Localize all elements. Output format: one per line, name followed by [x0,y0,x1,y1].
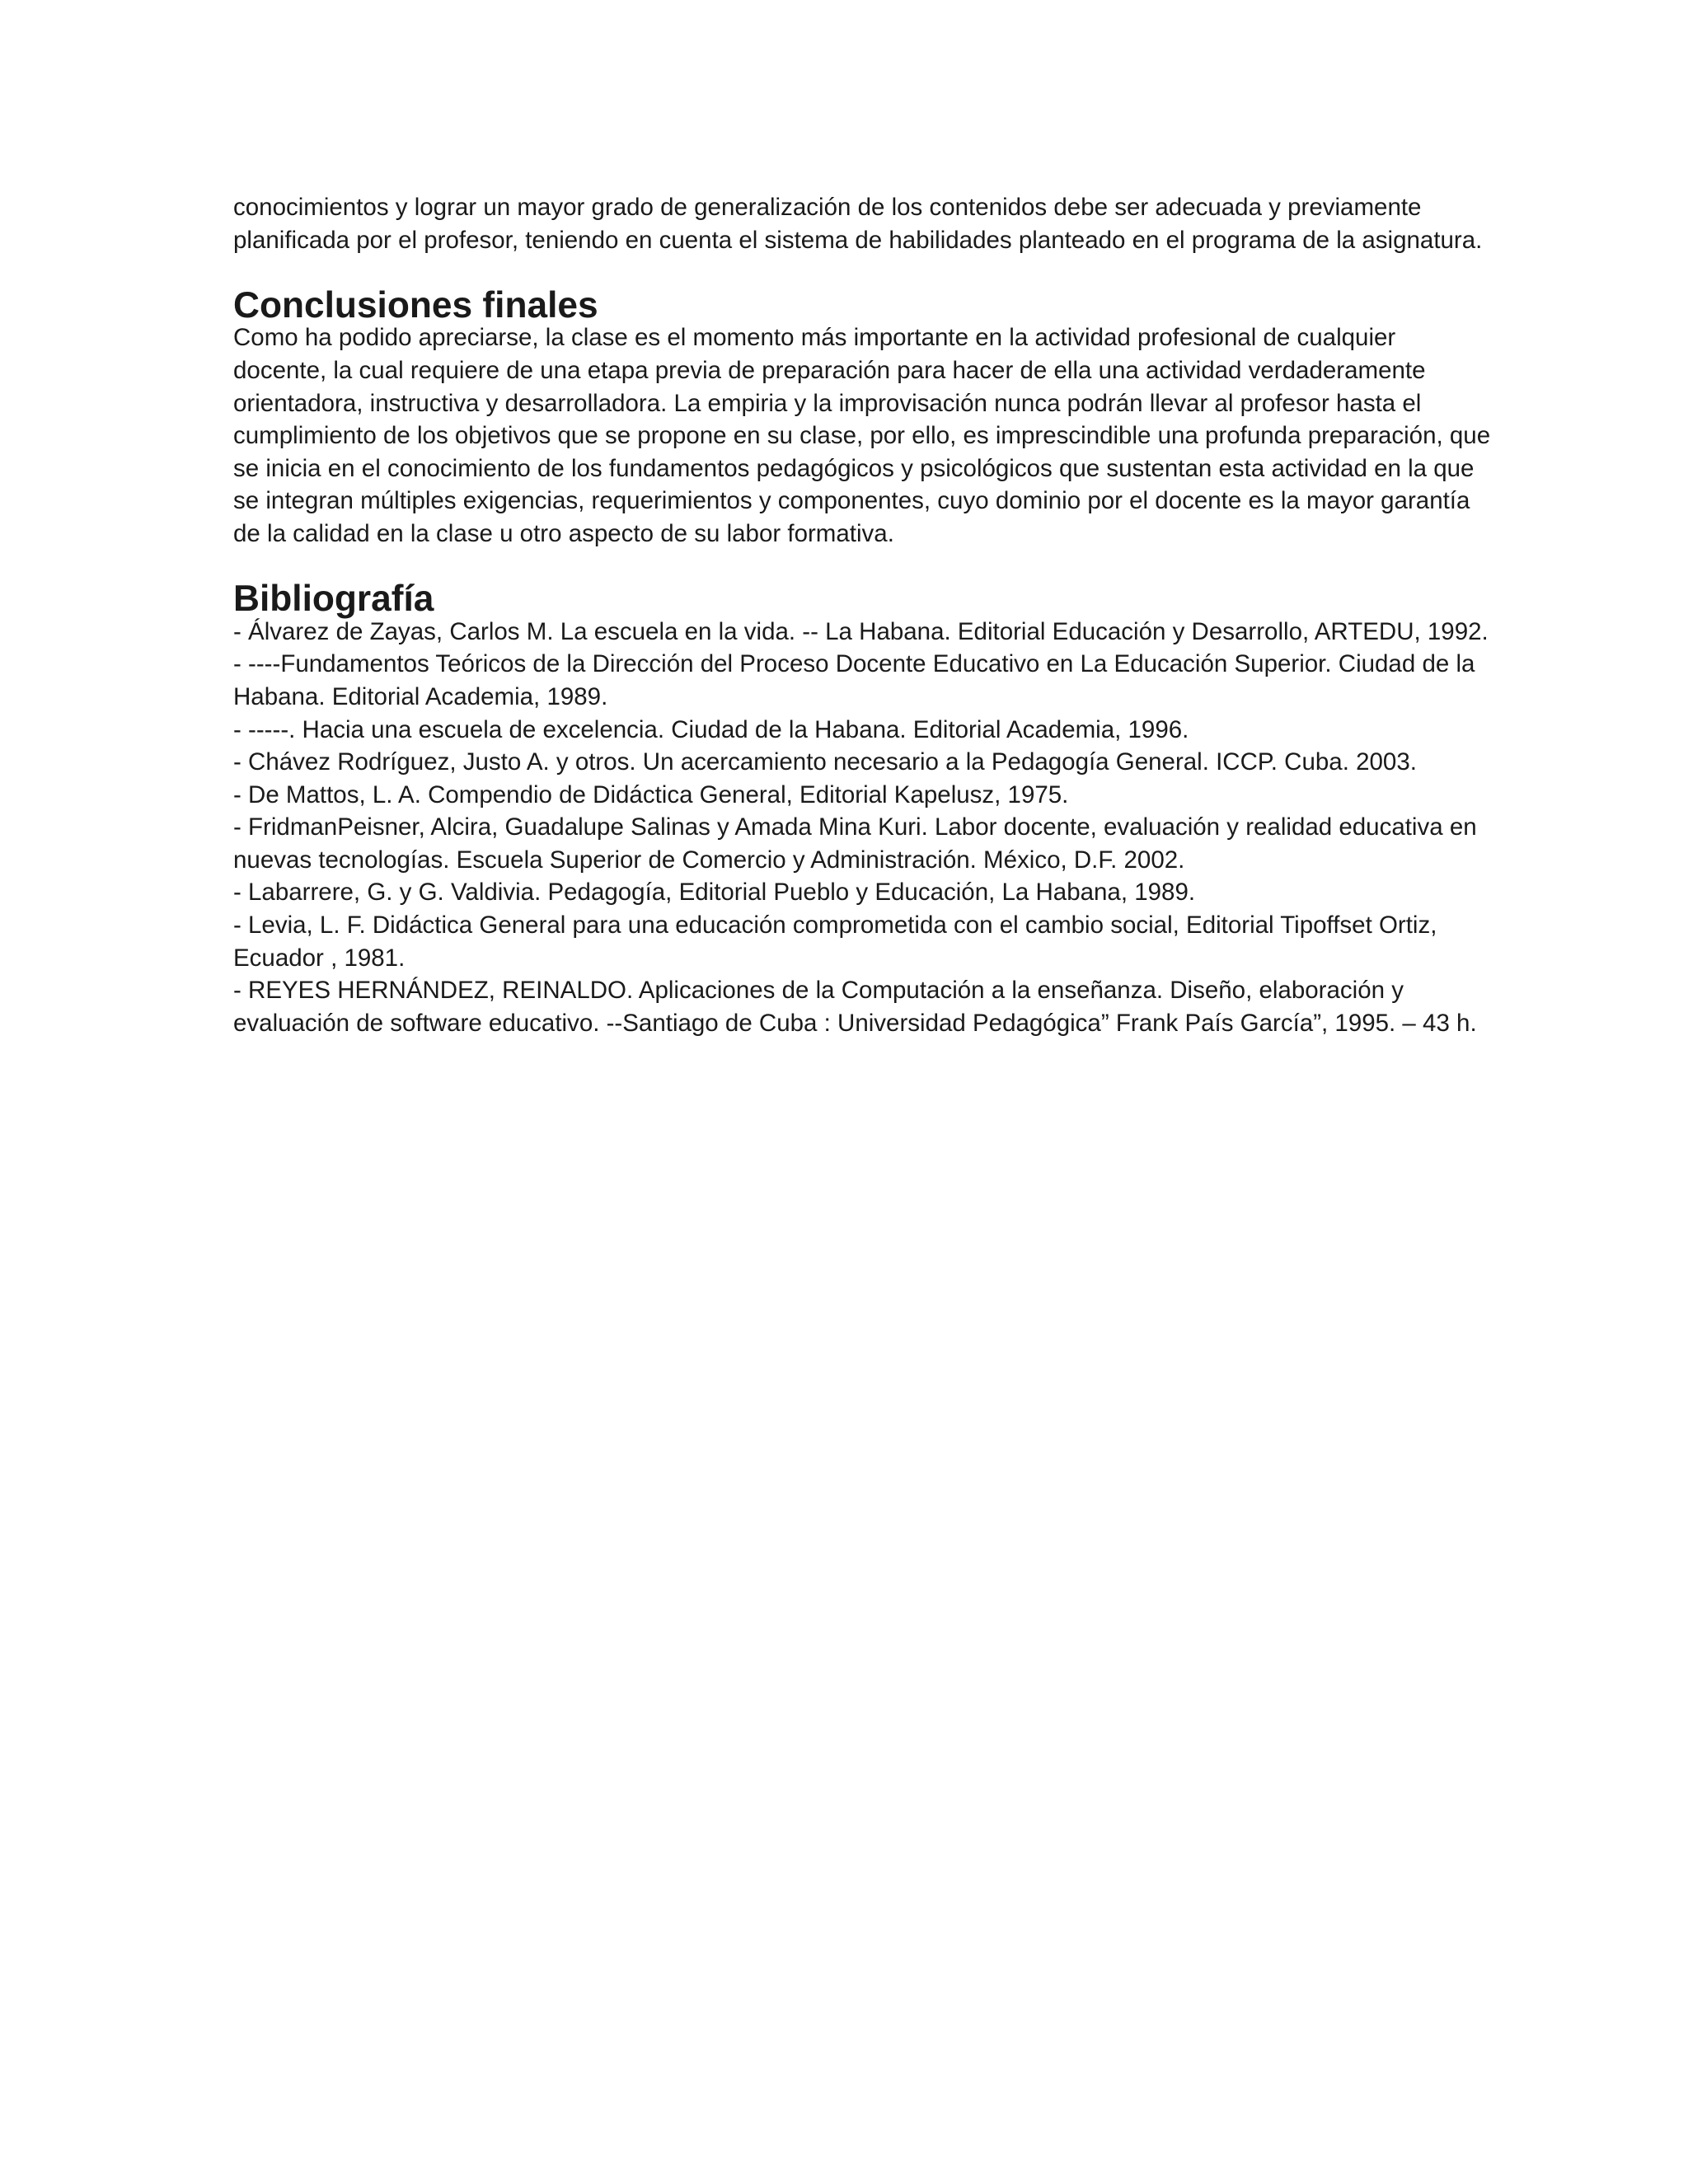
bibliography-entry: - Álvarez de Zayas, Carlos M. La escuela en la vida. -- La Habana. Editorial Educación y Desarrollo, ARTEDU, 1992. [233,617,1489,645]
intro-paragraph: conocimientos y lograr un mayor grado de generalización de los contenidos debe ser adecuada y previamente planificada por el profesor, teniendo en cuenta el sistema de habilidades planteado en el programa de la asignatura. [233,194,1483,254]
bibliography-entry: - ----Fundamentos Teóricos de la Dirección del Proceso Docente Educativo en La Educación Superior. Ciudad de la Habana. Editorial Academia, 1989. [233,650,1475,710]
bibliography-entry: - Labarrere, G. y G. Valdivia. Pedagogía, Editorial Pueblo y Educación, La Habana, 1989. [233,879,1196,907]
bibliography-heading: Bibliografía [233,579,434,620]
bibliography-entry: - FridmanPeisner, Alcira, Guadalupe Salinas y Amada Mina Kuri. Labor docente, evaluación y realidad educativa en nuevas tecnologías. Escuela Superior de Comercio y Administración. México, D.F. 2002. [233,813,1477,874]
conclusions-section [233,284,1494,551]
bibliography-section [233,579,1494,1039]
bibliography-entry: - REYES HERNÁNDEZ, REINALDO. Aplicaciones de la Computación a la enseñanza. Diseño, elaboración y evaluación de software educativo. --Santiago de Cuba : Universidad Pedagógica” Frank País García”, 1995. – 43 h. [233,977,1477,1037]
bibliography-entry: - Chávez Rodríguez, Justo A. y otros. Un acercamiento necesario a la Pedagogía General. ICCP. Cuba. 2003. [233,748,1417,776]
bibliography-entry: - -----. Hacia una escuela de excelencia. Ciudad de la Habana. Editorial Academia, 1996. [233,715,1189,743]
bibliography-entry: - De Mattos, L. A. Compendio de Didáctica General, Editorial Kapelusz, 1975. [233,780,1069,808]
conclusions-paragraph: Como ha podido apreciarse, la clase es el momento más importante en la actividad profesional de cualquier docente, la cual requiere de una etapa previa de preparación para hacer de ella una actividad verdaderamente orientadora, instructiva y desarrolladora. La empiria y la improvisación nunca podrán llevar al profesor hasta el cumplimiento de los objetivos que se propone en su clase, por ello, es imprescindible una profunda preparación, que se inicia en el conocimiento de los fundamentos pedagógicos y psicológicos que sustentan esta actividad en la que se integran múltiples exigencias, requerimientos y componentes, cuyo dominio por el docente es la mayor garantía de la calidad en la clase u otro aspecto de su labor formativa. [233,324,1491,547]
bibliography-list [233,616,1494,1040]
bibliography-entry: - Levia, L. F. Didáctica General para una educación comprometida con el cambio social, Editorial Tipoffset Ortiz, Ecuador , 1981. [233,912,1437,972]
paragraph-spacer [233,256,1494,289]
conclusions-heading: Conclusiones finales [233,284,598,326]
document-page [233,191,1494,1039]
